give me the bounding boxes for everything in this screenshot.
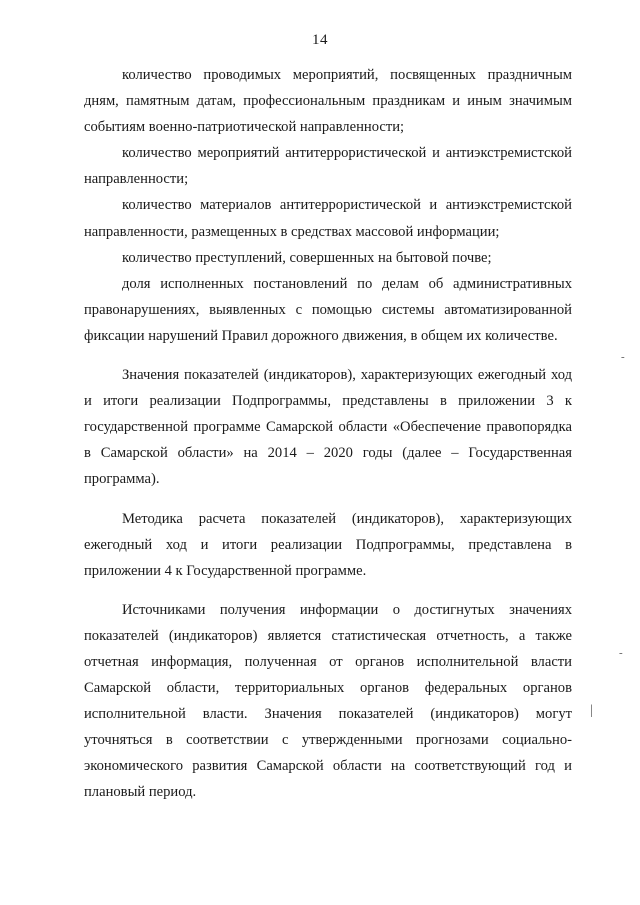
paragraph-information-sources: Источниками получения информации о достигнутых значениях показателей (индикаторов) является статистическая отчетность, а также отчетная информация, полученная от органов исполнительной власти Самарской области, территориальных органов федеральных органов исполнительной власти. Значения показателей (индикаторов) могут уточняться в соответствии с утвержденными прогнозами социально-экономического развития Самарской области на соответствующий год и плановый период. [84,601,572,801]
paragraph-indicator-values: Значения показателей (индикаторов), характеризующих ежегодный ход и итоги реализации Подпрограммы, представлены в приложении 3 к государственной программе Самарской области «Обеспечение правопорядка в Самарской области» на 2014 – 2020 годы (далее – Государственная программа). [84,367,572,488]
page-body [84,62,572,806]
page-number: 14 [312,32,328,48]
paragraph-events-count: количество проводимых мероприятий, посвященных праздничным дням, памятным датам, профессиональным праздникам и иным значимым событиям военно-патриотической направленности; [84,67,572,136]
paragraph-media-materials: количество материалов антитеррористической и антиэкстремистской направленности, размещенных в средствах массовой информации; [84,197,572,240]
paragraph-domestic-crimes: количество преступлений, совершенных на бытовой почве; [122,249,492,266]
paragraph-antiterror-events: количество мероприятий антитеррористической и антиэкстремистской направленности; [84,145,572,188]
scan-mark: | [590,703,593,718]
paragraph-traffic-violations: доля исполненных постановлений по делам об административных правонарушениях, выявленных с помощью системы автоматизированной фиксации нарушений Правил дорожного движения, в общем их количестве. [84,275,572,344]
paragraph-methodology: Методика расчета показателей (индикаторов), характеризующих ежегодный ход и итоги реализации Подпрограммы, представлена в приложении 4 к Государственной программе. [84,510,572,579]
scan-mark: - [619,647,623,659]
scan-mark: - [621,351,625,363]
